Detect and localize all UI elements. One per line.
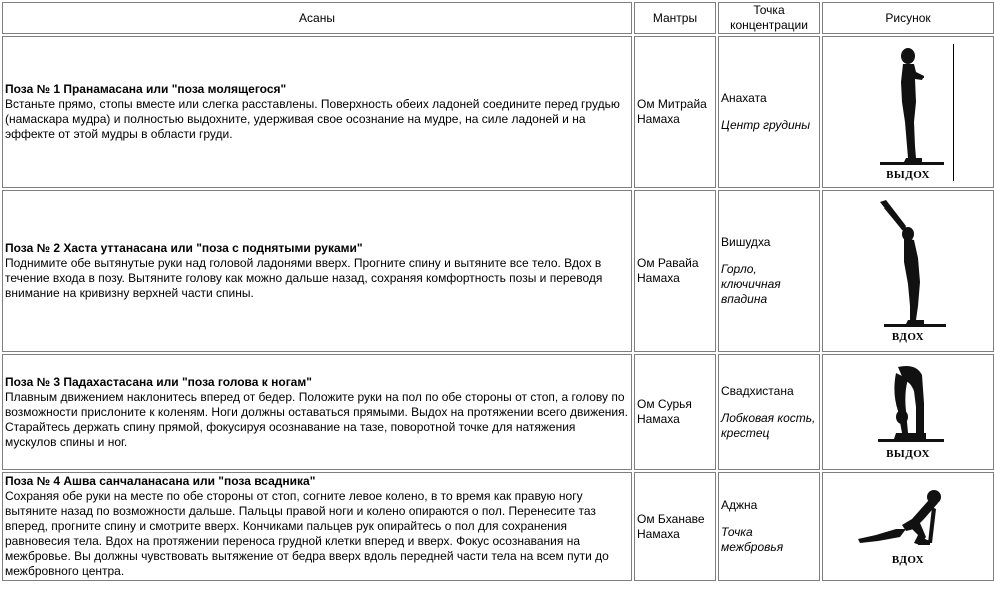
table-row bbox=[2, 472, 994, 581]
focus-location: Точка межбровья bbox=[721, 525, 784, 554]
asana-description: Встаньте прямо, стопы вместе или слегка расставлены. Поверхность обеих ладоней соедините перед грудью (намаскара мудра) и полностью выдохните, удерживая свое осознание на мудре, на силе ладоней и на эффекте от этой мудры в области груди. bbox=[5, 97, 620, 141]
mantra-cell: Ом Митрайа Намаха bbox=[634, 36, 716, 188]
asana-cell bbox=[2, 190, 632, 352]
header-mantras: Мантры bbox=[634, 2, 716, 34]
asana-description: Сохраняя обе руки на месте по обе стороны от стоп, согните левое колено, в то время как правую ногу вытяните назад по возможности дальше. Пальцы правой ноги и колено опираются о пол. Перенесите таз вперед, прогните спину и смотрите вверх. Кончиками пальцев рук опирайтесь о пол для сохранения равновесия тела. Вдох на протяжении переноса грудной клетки вперед и вверх. Фокус осознавания на межбровье. Вы должны чувствовать вытяжение от бедра вверх вдоль передней части тела на всем пути до межбровного центра. bbox=[5, 489, 609, 578]
forward-bend-figure-icon bbox=[858, 363, 958, 449]
asana-title: Поза № 4 Ашва санчаланасана или "поза всадника" bbox=[5, 474, 316, 488]
asana-cell bbox=[2, 354, 632, 470]
mantra-cell: Ом Сурья Намаха bbox=[634, 354, 716, 470]
focus-cell bbox=[718, 36, 820, 188]
picture-cell bbox=[822, 190, 994, 352]
asana-title: Поза № 1 Пранамасана или "поза молящегося" bbox=[5, 82, 287, 96]
asana-title: Поза № 3 Падахастасана или "поза голова к ногам" bbox=[5, 374, 312, 389]
asana-description: Плавным движением наклонитесь вперед от бедер. Положите руки на пол по обе стороны от стоп, а голову по возможности прислоните к коленям. Ноги должны оставаться прямыми. Выдох на протяжении всего движения. Старайтесь держать спину прямой, фокусируя осознавание на тазе, поворотной точке для натяжения мускулов спины и ног. bbox=[5, 389, 628, 449]
asana-description: Поднимите обе вытянутые руки над головой ладонями вверх. Прогните спину и вытяните все тело. Вдох в течение входа в позу. Вытяните голову как можно дальше назад, сохраняя комфортность позы и переводя внимание на кривизну верхней части спины. bbox=[5, 256, 603, 300]
header-asanas: Асаны bbox=[2, 2, 632, 34]
header-focus-point: Точка концентрации bbox=[718, 2, 820, 34]
table-row bbox=[2, 354, 994, 470]
focus-location: Горло, ключичная впадина bbox=[721, 262, 781, 306]
divider-line bbox=[953, 44, 954, 181]
standing-prayer-pose-figure-icon bbox=[858, 42, 958, 170]
low-lunge-figure-icon bbox=[848, 485, 968, 555]
breath-label: ВДОХ bbox=[891, 330, 925, 343]
focus-location: Лобковая кость, крестец bbox=[721, 410, 816, 440]
table-row bbox=[2, 190, 994, 352]
focus-cell bbox=[718, 190, 820, 352]
breath-label: ВЫДОХ bbox=[886, 447, 930, 460]
chakra-name: Вишудха bbox=[721, 235, 771, 249]
asana-cell bbox=[2, 472, 632, 581]
breath-label: ВЫДОХ bbox=[886, 168, 930, 181]
asana-cell bbox=[2, 36, 632, 188]
header-row bbox=[2, 2, 994, 34]
raised-arms-backbend-figure-icon bbox=[858, 198, 958, 332]
breath-label: ВДОХ bbox=[891, 554, 925, 566]
chakra-name: Аджна bbox=[721, 498, 758, 512]
header-picture: Рисунок bbox=[822, 2, 994, 34]
mantra-cell: Ом Бханаве Намаха bbox=[634, 472, 716, 581]
focus-cell bbox=[718, 472, 820, 581]
asana-title: Поза № 2 Хаста уттанасана или "поза с поднятыми руками" bbox=[5, 241, 363, 255]
mantra-cell: Ом Равайа Намаха bbox=[634, 190, 716, 352]
focus-location: Центр грудины bbox=[721, 118, 811, 132]
picture-cell bbox=[822, 472, 994, 581]
table-row bbox=[2, 36, 994, 188]
chakra-name: Свадхистана bbox=[721, 383, 794, 398]
picture-cell bbox=[822, 36, 994, 188]
picture-cell bbox=[822, 354, 994, 470]
focus-cell bbox=[718, 354, 820, 470]
chakra-name: Анахата bbox=[721, 91, 767, 105]
